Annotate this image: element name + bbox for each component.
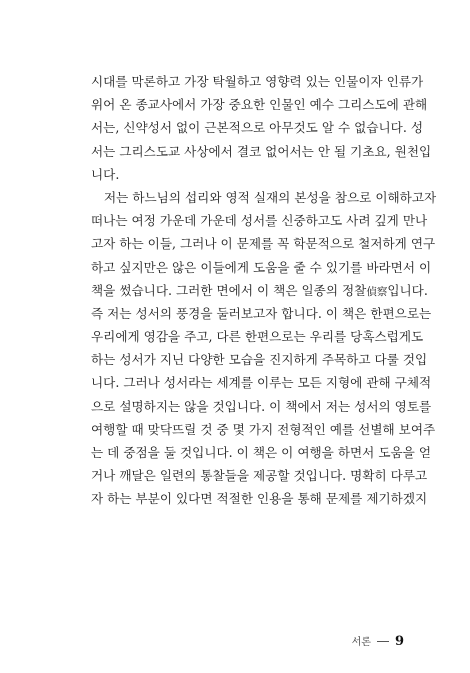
- text-line: 니다.: [91, 166, 120, 182]
- text-line: 서는, 신약성서 없이 근본적으로 아무것도 알 수 없습니다. 성: [91, 120, 424, 136]
- footer-divider: [377, 641, 389, 642]
- text-line: 하고 싶지만은 않은 이들에게 도움을 줄 수 있기를 바라면서 이: [91, 259, 432, 275]
- text-segment: 입니다.: [387, 282, 428, 298]
- text-line: 떠나는 여정 가운데 가운데 성서를 신중하고도 사려 깊게 만나: [91, 213, 428, 229]
- page-footer: [352, 633, 404, 649]
- text-line: 즉 저는 성서의 풍경을 둘러보고자 합니다. 이 책은 한편으로는: [91, 305, 432, 321]
- text-line: 으로 설명하지는 않을 것입니다. 이 책에서 저는 성서의 영토를: [91, 398, 432, 414]
- text-line: 시대를 막론하고 가장 탁월하고 영향력 있는 인물이자 인류가: [91, 74, 424, 89]
- text-line: 위어 온 종교사에서 가장 중요한 인물인 예수 그리스도에 관해: [91, 97, 428, 113]
- text-segment: 책을 썼습니다. 그러한 면에서 이 책은 일종의 정찰: [91, 282, 367, 298]
- text-line: 고자 하는 이들, 그러나 이 문제를 꼭 학문적으로 철저하게 연구: [91, 236, 436, 252]
- text-line-with-hanja: [91, 279, 428, 302]
- text-line: 하는 성서가 지닌 다양한 모습을 진지하게 주목하고 다룰 것입: [91, 352, 428, 368]
- text-line: 서는 그리스도교 사상에서 결코 없어서는 안 될 기초요, 원천입: [91, 143, 432, 159]
- text-line: 여행할 때 맞닥뜨릴 것 중 몇 가지 전형적인 예를 선별해 보여주: [91, 421, 436, 437]
- page-number: 9: [394, 634, 404, 649]
- text-line: 니다. 그러나 성서라는 세계를 이루는 모든 지형에 관해 구체적: [91, 375, 432, 391]
- hanja-annotation: 偵察: [366, 285, 388, 298]
- text-line: 자 하는 부분이 있다면 적절한 인용을 통해 문제를 제기하겠지: [91, 491, 428, 507]
- text-line: 거나 깨달은 일련의 통찰들을 제공할 것입니다. 명확히 다루고: [91, 468, 428, 484]
- body-text: [91, 70, 437, 511]
- text-line: 우리에게 영감을 주고, 다른 한편으로는 우리를 당혹스럽게도: [91, 329, 424, 345]
- text-line: 저는 하느님의 섭리와 영적 실재의 본성을 참으로 이해하고자: [104, 189, 437, 205]
- section-label: 서론: [351, 637, 371, 648]
- text-line: 는 데 중점을 둘 것입니다. 이 책은 이 여행을 하면서 도움을 얻: [91, 445, 432, 460]
